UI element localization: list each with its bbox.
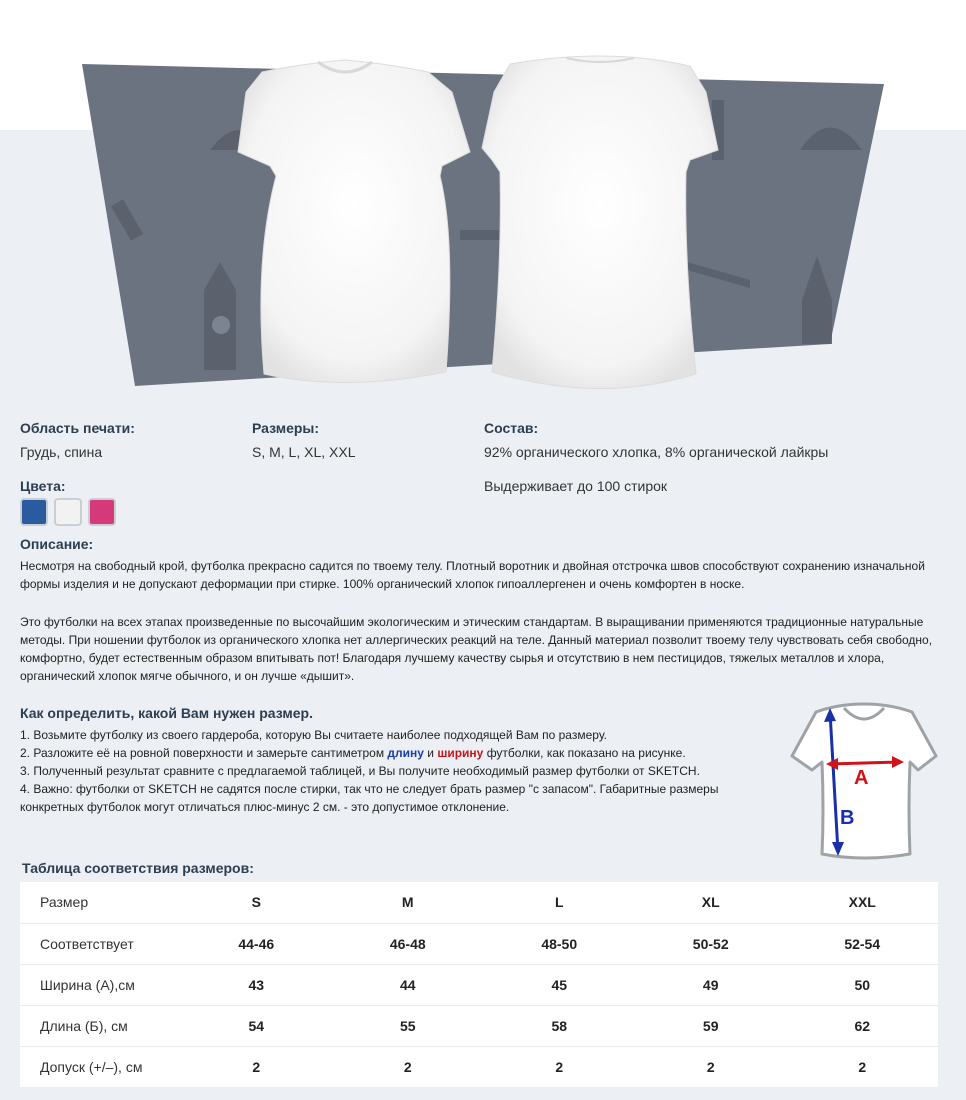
- description-title: Описание:: [20, 536, 94, 552]
- table-cell: XXL: [786, 882, 938, 923]
- table-cell: 45: [483, 964, 634, 1005]
- width-highlight: ширину: [437, 746, 484, 760]
- tshirt-back-image: [482, 56, 718, 389]
- table-cell: 44: [332, 964, 483, 1005]
- color-swatches: [20, 498, 116, 526]
- description-paragraph-1: Несмотря на свободный крой, футболка прекрасно садится по твоему телу. Плотный воротник и двойная отстрочка швов способствуют сохранению изначальной формы изделия и не допускают деформации при стирке. 100% органический хлопок гипоаллергенен и очень комфортен в носке.: [20, 559, 925, 591]
- size-guide-step-4: 4. Важно: футболки от SKETCH не садятся после стирки, так что не следует брать размер "с запасом". Габаритные размеры конкретных футболок могут отличаться плюс-минус 2 см. - это допустимое отклонение.: [20, 782, 719, 814]
- composition-value: 92% органического хлопка, 8% органической лайкры: [484, 444, 829, 460]
- size-guide-step-3: 3. Полученный результат сравните с предлагаемой таблицей, и Вы получите необходимый размер футболки от SKETCH.: [20, 764, 700, 778]
- table-cell: 54: [181, 1005, 332, 1046]
- table-cell: 55: [332, 1005, 483, 1046]
- table-cell: 44-46: [181, 923, 332, 964]
- product-hero: [0, 0, 966, 400]
- sizes-block: [252, 420, 356, 460]
- step-2-end: футболки, как показано на рисунке.: [483, 746, 686, 760]
- table-cell: 2: [706, 1058, 715, 1075]
- step-2-and: и: [423, 746, 438, 760]
- colors-label: Цвета:: [20, 478, 66, 494]
- diagram-label-a: A: [854, 767, 869, 789]
- table-cell: 2: [555, 1058, 564, 1075]
- size-guide-step-1: 1. Возьмите футболку из своего гардероба, которую Вы считаете наиболее подходящей Вам по размеру.: [20, 728, 607, 742]
- table-cell: 50: [786, 964, 938, 1005]
- print-area-label: Область печати:: [20, 420, 135, 436]
- description-paragraph-2: Это футболки на всех этапах произведенные по высочайшим экологическим и этическим стандартам. В выращивании применяются традиционные натуральные методы. При ношении футболок из органического хлопка нет аллергических реакций на теле. Данный материал позволит твоему телу чувствовать себя свободно, комфортно, будет естественным образом впитывать пот! Благодаря лучшему качеству сырья и отсутствию в нем пестицидов, тяжелых металлов и хлора, органический хлопок мягче обычного, и он лучше «дышит».: [20, 615, 933, 683]
- backdrop-panel: [82, 64, 884, 386]
- tshirt-front-image: [238, 60, 470, 383]
- table-cell: 58: [483, 1005, 634, 1046]
- table-row-label: Допуск (+/–), см: [40, 1058, 143, 1075]
- table-row-label: Длина (Б), см: [20, 1005, 181, 1046]
- step-2-text: 2. Разложите её на ровной поверхности и замерьте сантиметром: [20, 746, 388, 760]
- table-cell: 2: [858, 1058, 867, 1075]
- product-hero-image: [0, 0, 966, 400]
- table-cell: 48-50: [483, 923, 634, 964]
- color-swatch-white[interactable]: [54, 498, 82, 526]
- table-cell: S: [181, 882, 332, 923]
- size-table: [20, 882, 938, 1087]
- print-area-block: [20, 420, 135, 460]
- table-row-label: Ширина (А),см: [20, 964, 181, 1005]
- table-cell: L: [483, 882, 634, 923]
- table-cell: 59: [635, 1005, 786, 1046]
- table-cell: 52-54: [786, 923, 938, 964]
- table-row: [20, 1046, 938, 1087]
- length-highlight: длину: [387, 746, 424, 760]
- table-row-label: Соответствует: [20, 923, 181, 964]
- size-table-title: Таблица соответствия размеров:: [22, 860, 254, 876]
- table-cell: M: [332, 882, 483, 923]
- table-row: [20, 882, 938, 923]
- measurement-diagram: [786, 700, 942, 864]
- table-row-label: Размер: [20, 882, 181, 923]
- table-cell: 46-48: [332, 923, 483, 964]
- table-cell: 43: [181, 964, 332, 1005]
- table-cell: 50-52: [635, 923, 786, 964]
- table-cell: 2: [252, 1058, 261, 1075]
- diagram-label-b: B: [840, 807, 855, 829]
- color-swatch-pink[interactable]: [88, 498, 116, 526]
- size-guide-title: Как определить, какой Вам нужен размер.: [20, 705, 313, 721]
- size-guide-steps: [20, 726, 760, 816]
- care-info: Выдерживает до 100 стирок: [484, 478, 668, 494]
- table-cell: XL: [635, 882, 786, 923]
- composition-label: Состав:: [484, 420, 539, 436]
- table-cell: 62: [786, 1005, 938, 1046]
- table-row: [20, 1005, 938, 1046]
- size-guide-step-2: [20, 744, 760, 762]
- sizes-label: Размеры:: [252, 420, 320, 436]
- sizes-value: S, M, L, XL, XXL: [252, 444, 356, 460]
- table-cell: 49: [635, 964, 786, 1005]
- table-cell: 2: [403, 1058, 412, 1075]
- table-row: [20, 923, 938, 964]
- color-swatch-blue[interactable]: [20, 498, 48, 526]
- table-row: [20, 964, 938, 1005]
- print-area-value: Грудь, спина: [20, 444, 103, 460]
- composition-block: [484, 420, 828, 460]
